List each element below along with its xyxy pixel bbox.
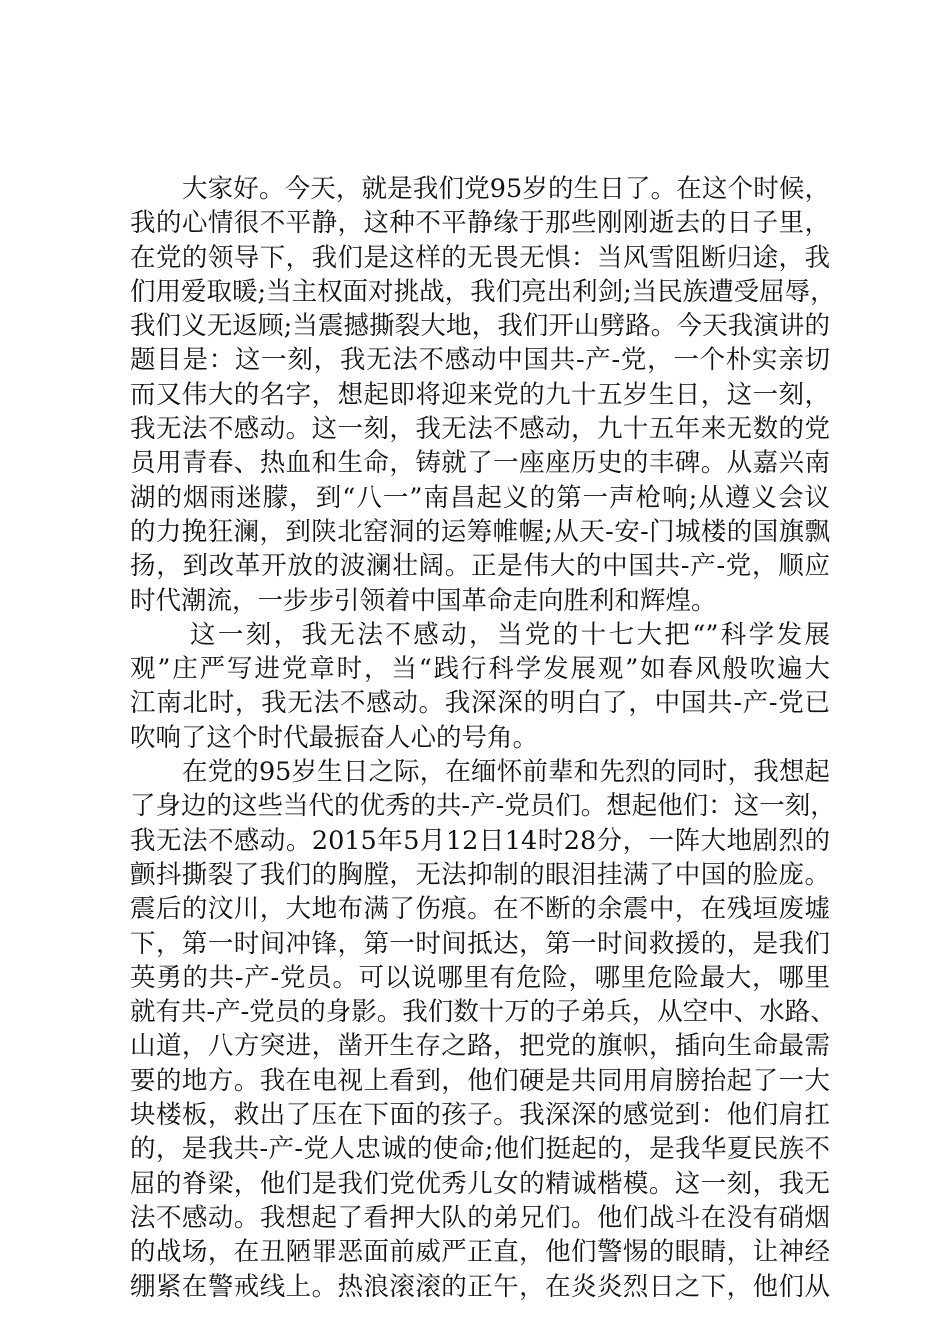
text-line: 观”庄严写进党章时，当“践行科学发展观”如春风般吹遍大 <box>130 654 830 685</box>
text-line: 要的地方。我在电视上看到，他们硬是共同用肩膀抬起了一大 <box>130 1065 830 1096</box>
text-line: 我无法不感动。这一刻，我无法不感动，九十五年来无数的党 <box>130 414 830 445</box>
text-line: 题目是：这一刻，我无法不感动中国共-产-党，一个朴实亲切 <box>130 345 830 376</box>
document-body <box>130 172 836 1304</box>
text-line: 颤抖撕裂了我们的胸膛，无法抑制的眼泪挂满了中国的脸庞。 <box>130 859 830 890</box>
text-line: 大家好。今天，就是我们党95岁的生日了。在这个时候， <box>182 174 830 204</box>
text-line: 绷紧在警戒线上。热浪滚滚的正午，在炎炎烈日之下，他们从 <box>130 1271 830 1302</box>
text-line: 时代潮流，一步步引领着中国革命走向胜利和辉煌。 <box>130 585 717 616</box>
text-line: 们用爱取暖;当主权面对挑战，我们亮出利剑;当民族遭受屈辱， <box>130 276 836 307</box>
paragraph-2 <box>130 618 830 755</box>
text-line: 扬，到改革开放的波澜壮阔。正是伟大的中国共-产-党，顺应 <box>130 551 830 582</box>
text-line: 我的心情很不平静，这种不平静缘于那些刚刚逝去的日子里， <box>130 208 830 239</box>
text-line: 了身边的这些当代的优秀的共-产-党员们。想起他们：这一刻， <box>130 791 836 822</box>
paragraph-1 <box>130 172 836 618</box>
text-line: 的战场，在丑陋罪恶面前威严正直，他们警惕的眼睛，让神经 <box>130 1237 830 1268</box>
text-line: 在党的95岁生日之际，在缅怀前辈和先烈的同时，我想起 <box>182 757 830 788</box>
paragraph-3 <box>130 755 836 1304</box>
text-line: 湖的烟雨迷朦，到“八一”南昌起义的第一声枪响;从遵义会议 <box>130 482 830 513</box>
text-line: 块楼板，救出了压在下面的孩子。我深深的感觉到：他们肩扛 <box>130 1100 830 1131</box>
text-line: 法不感动。我想起了看押大队的弟兄们。他们战斗在没有硝烟 <box>130 1202 830 1233</box>
text-line: 我们义无返顾;当震撼撕裂大地，我们开山劈路。今天我演讲的 <box>130 311 830 342</box>
text-line: 的力挽狂澜，到陕北窑洞的运筹帷幄;从天-安-门城楼的国旗飘 <box>130 516 830 547</box>
text-line: 这一刻，我无法不感动，当党的十七大把“”科学发展 <box>190 619 830 650</box>
text-line: 山道，八方突进，凿开生存之路，把党的旗帜，插向生命最需 <box>130 1031 830 1062</box>
text-line: 我无法不感动。2015年5月12日14时28分，一阵大地剧烈的 <box>130 825 830 856</box>
text-line: 屈的脊梁，他们是我们党优秀儿女的精诚楷模。这一刻，我无 <box>130 1168 830 1199</box>
text-line: 而又伟大的名字，想起即将迎来党的九十五岁生日，这一刻， <box>130 379 830 410</box>
text-line: 的，是我共-产-党人忠诚的使命;他们挺起的，是我华夏民族不 <box>130 1134 830 1165</box>
text-line: 震后的汶川，大地布满了伤痕。在不断的余震中，在残垣废墟 <box>130 894 830 925</box>
text-line: 吹响了这个时代最振奋人心的号角。 <box>130 722 539 753</box>
text-line: 江南北时，我无法不感动。我深深的明白了，中国共-产-党已 <box>130 688 830 719</box>
text-line: 在党的领导下，我们是这样的无畏无惧：当风雪阻断归途，我 <box>130 242 830 273</box>
text-line: 就有共-产-党员的身影。我们数十万的子弟兵，从空中、水路、 <box>130 997 836 1028</box>
text-line: 员用青春、热血和生命，铸就了一座座历史的丰碑。从嘉兴南 <box>130 448 830 479</box>
text-line: 下，第一时间冲锋，第一时间抵达，第一时间救援的，是我们 <box>130 928 830 959</box>
text-line: 英勇的共-产-党员。可以说哪里有危险，哪里危险最大，哪里 <box>130 962 830 993</box>
